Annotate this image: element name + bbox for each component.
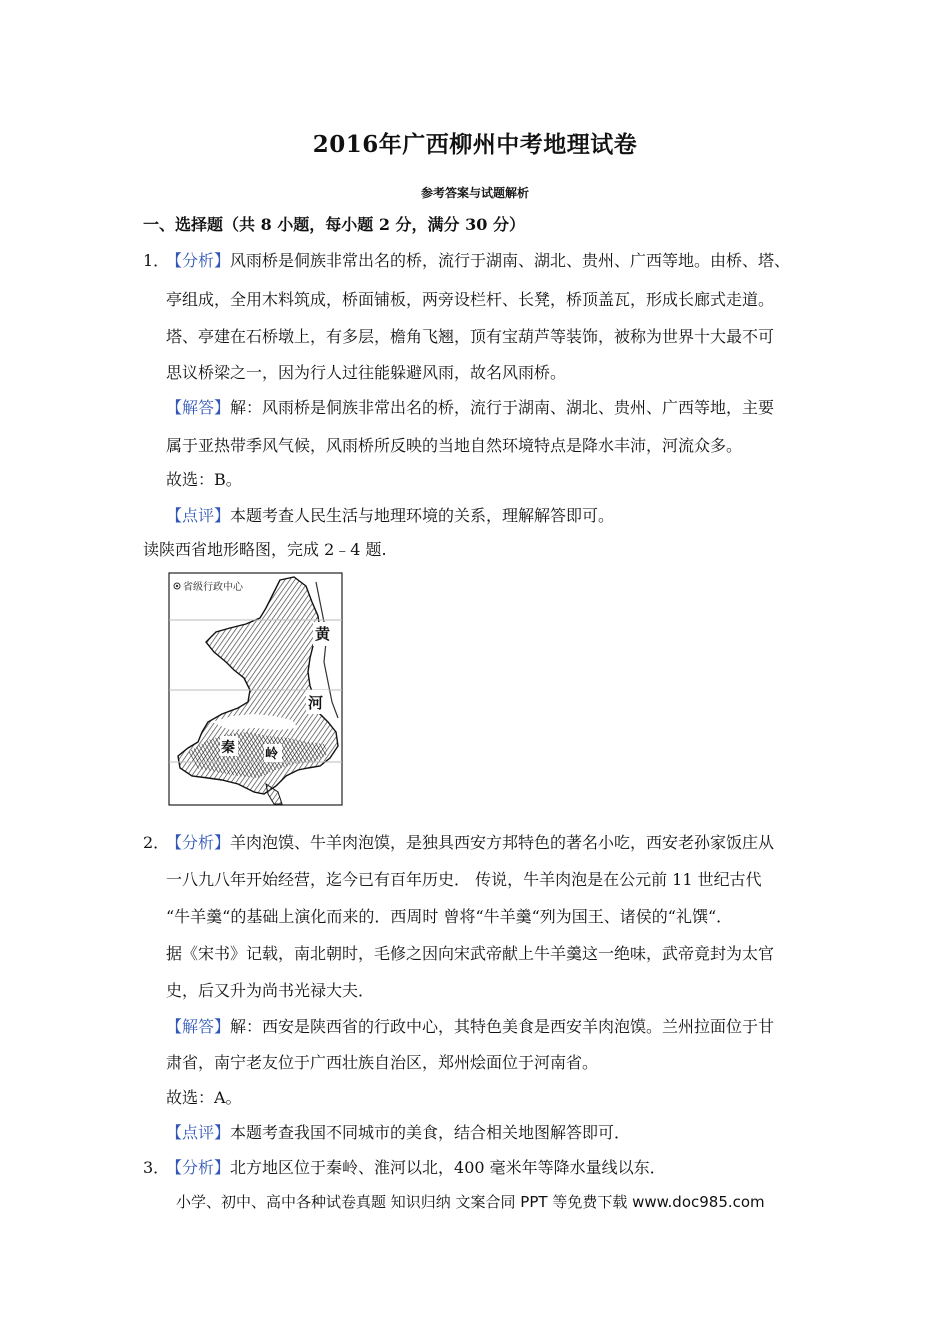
question-1-comment-line	[166, 506, 614, 526]
analysis-tag: 【分析】	[166, 833, 231, 852]
analysis-text: 风雨桥是侗族非常出名的桥，流行于湖南、湖北、贵州、广西等地。由桥、塔、	[230, 251, 791, 270]
map-legend: 省级行政中心	[183, 582, 243, 593]
comment-text: 本题考查我国不同城市的美食，结合相关地图解答即可．	[230, 1123, 631, 1142]
question-3-analysis-line	[166, 1158, 666, 1178]
question-3-number: 3．	[143, 1158, 170, 1177]
label-qin: 秦	[221, 740, 235, 756]
answer-text: 解：风雨桥是侗族非常出名的桥，流行于湖南、湖北、贵州、广西等地，主要	[230, 398, 775, 417]
answer-tag: 【解答】	[166, 1017, 231, 1036]
comment-tag: 【点评】	[166, 1123, 231, 1142]
question-1-analysis-line: 塔、亭建在石桥墩上，有多层，檐角飞翘，顶有宝葫芦等装饰，被称为世界十大最不可	[166, 327, 775, 346]
question-1-choice: 故选：B。	[166, 470, 242, 489]
question-1-answer-line: 属于亚热带季风气候，风雨桥所反映的当地自然环境特点是降水丰沛，河流众多。	[166, 436, 743, 455]
analysis-text: 羊肉泡馍、牛羊肉泡馍，是独具西安方邦特色的著名小吃，西安老孙家饭庄从	[230, 833, 775, 852]
page-subtitle: 参考答案与试题解析	[420, 186, 529, 200]
analysis-text: 北方地区位于秦岭、淮河以北，400 毫米年等降水量线以东．	[230, 1158, 666, 1177]
answer-text: 解：西安是陕西省的行政中心，其特色美食是西安羊肉泡馍。兰州拉面位于甘	[230, 1017, 775, 1036]
answer-tag: 【解答】	[166, 398, 231, 417]
map-intro: 读陕西省地形略图，完成 2﹣4 题.	[143, 540, 387, 559]
footer-ad[interactable]: 小学、初中、高中各种试卷真题 知识归纳 文案合同 PPT 等免费下载 www.doc985.com	[176, 1193, 765, 1211]
question-1-analysis-line	[166, 251, 790, 271]
question-2-answer-line: 肃省，南宁老友位于广西壮族自治区，郑州烩面位于河南省。	[166, 1053, 599, 1072]
question-1-analysis-line: 亭组成，全用木料筑成，桥面铺板，两旁设栏杆、长凳，桥顶盖瓦，形成长廊式走道。	[166, 290, 775, 309]
shaanxi-terrain-map	[168, 572, 343, 806]
label-ling: 岭	[265, 747, 279, 762]
question-2-analysis-line: 据《宋书》记载，南北朝时，毛修之因向宋武帝献上牛羊羹这一绝味，武帝竟封为太官	[166, 944, 775, 963]
label-huang: 黄	[315, 625, 331, 643]
section-heading: 一、选择题（共 8 小题，每小题 2 分，满分 30 分）	[143, 215, 525, 234]
question-1-analysis-line: 思议桥梁之一，因为行人过往能躲避风雨，故名风雨桥。	[166, 363, 567, 382]
question-2-comment-line	[166, 1123, 630, 1143]
question-2-analysis-line: 一八九八年开始经营，迄今已有百年历史． 传说，牛羊肉泡是在公元前 11 世纪古代	[166, 870, 762, 889]
label-he: 河	[308, 694, 324, 712]
question-2-analysis-line: 史，后又升为尚书光禄大夫．	[166, 981, 375, 1000]
question-1-answer-line	[166, 398, 774, 418]
question-2-analysis-line: “牛羊羹“的基础上演化而来的．西周时 曾将“牛羊羹“列为国王、诸侯的“礼馔“．	[166, 907, 733, 926]
question-1-number: 1．	[143, 251, 170, 270]
analysis-tag: 【分析】	[166, 1158, 231, 1177]
question-2-analysis-line	[166, 833, 774, 853]
question-2-choice: 故选：A。	[166, 1088, 242, 1107]
question-2-answer-line	[166, 1017, 774, 1037]
question-2-number: 2．	[143, 833, 170, 852]
comment-text: 本题考查人民生活与地理环境的关系，理解解答即可。	[230, 506, 615, 525]
comment-tag: 【点评】	[166, 506, 231, 525]
analysis-tag: 【分析】	[166, 251, 231, 270]
page-title: 2016年广西柳州中考地理试卷	[312, 131, 638, 158]
